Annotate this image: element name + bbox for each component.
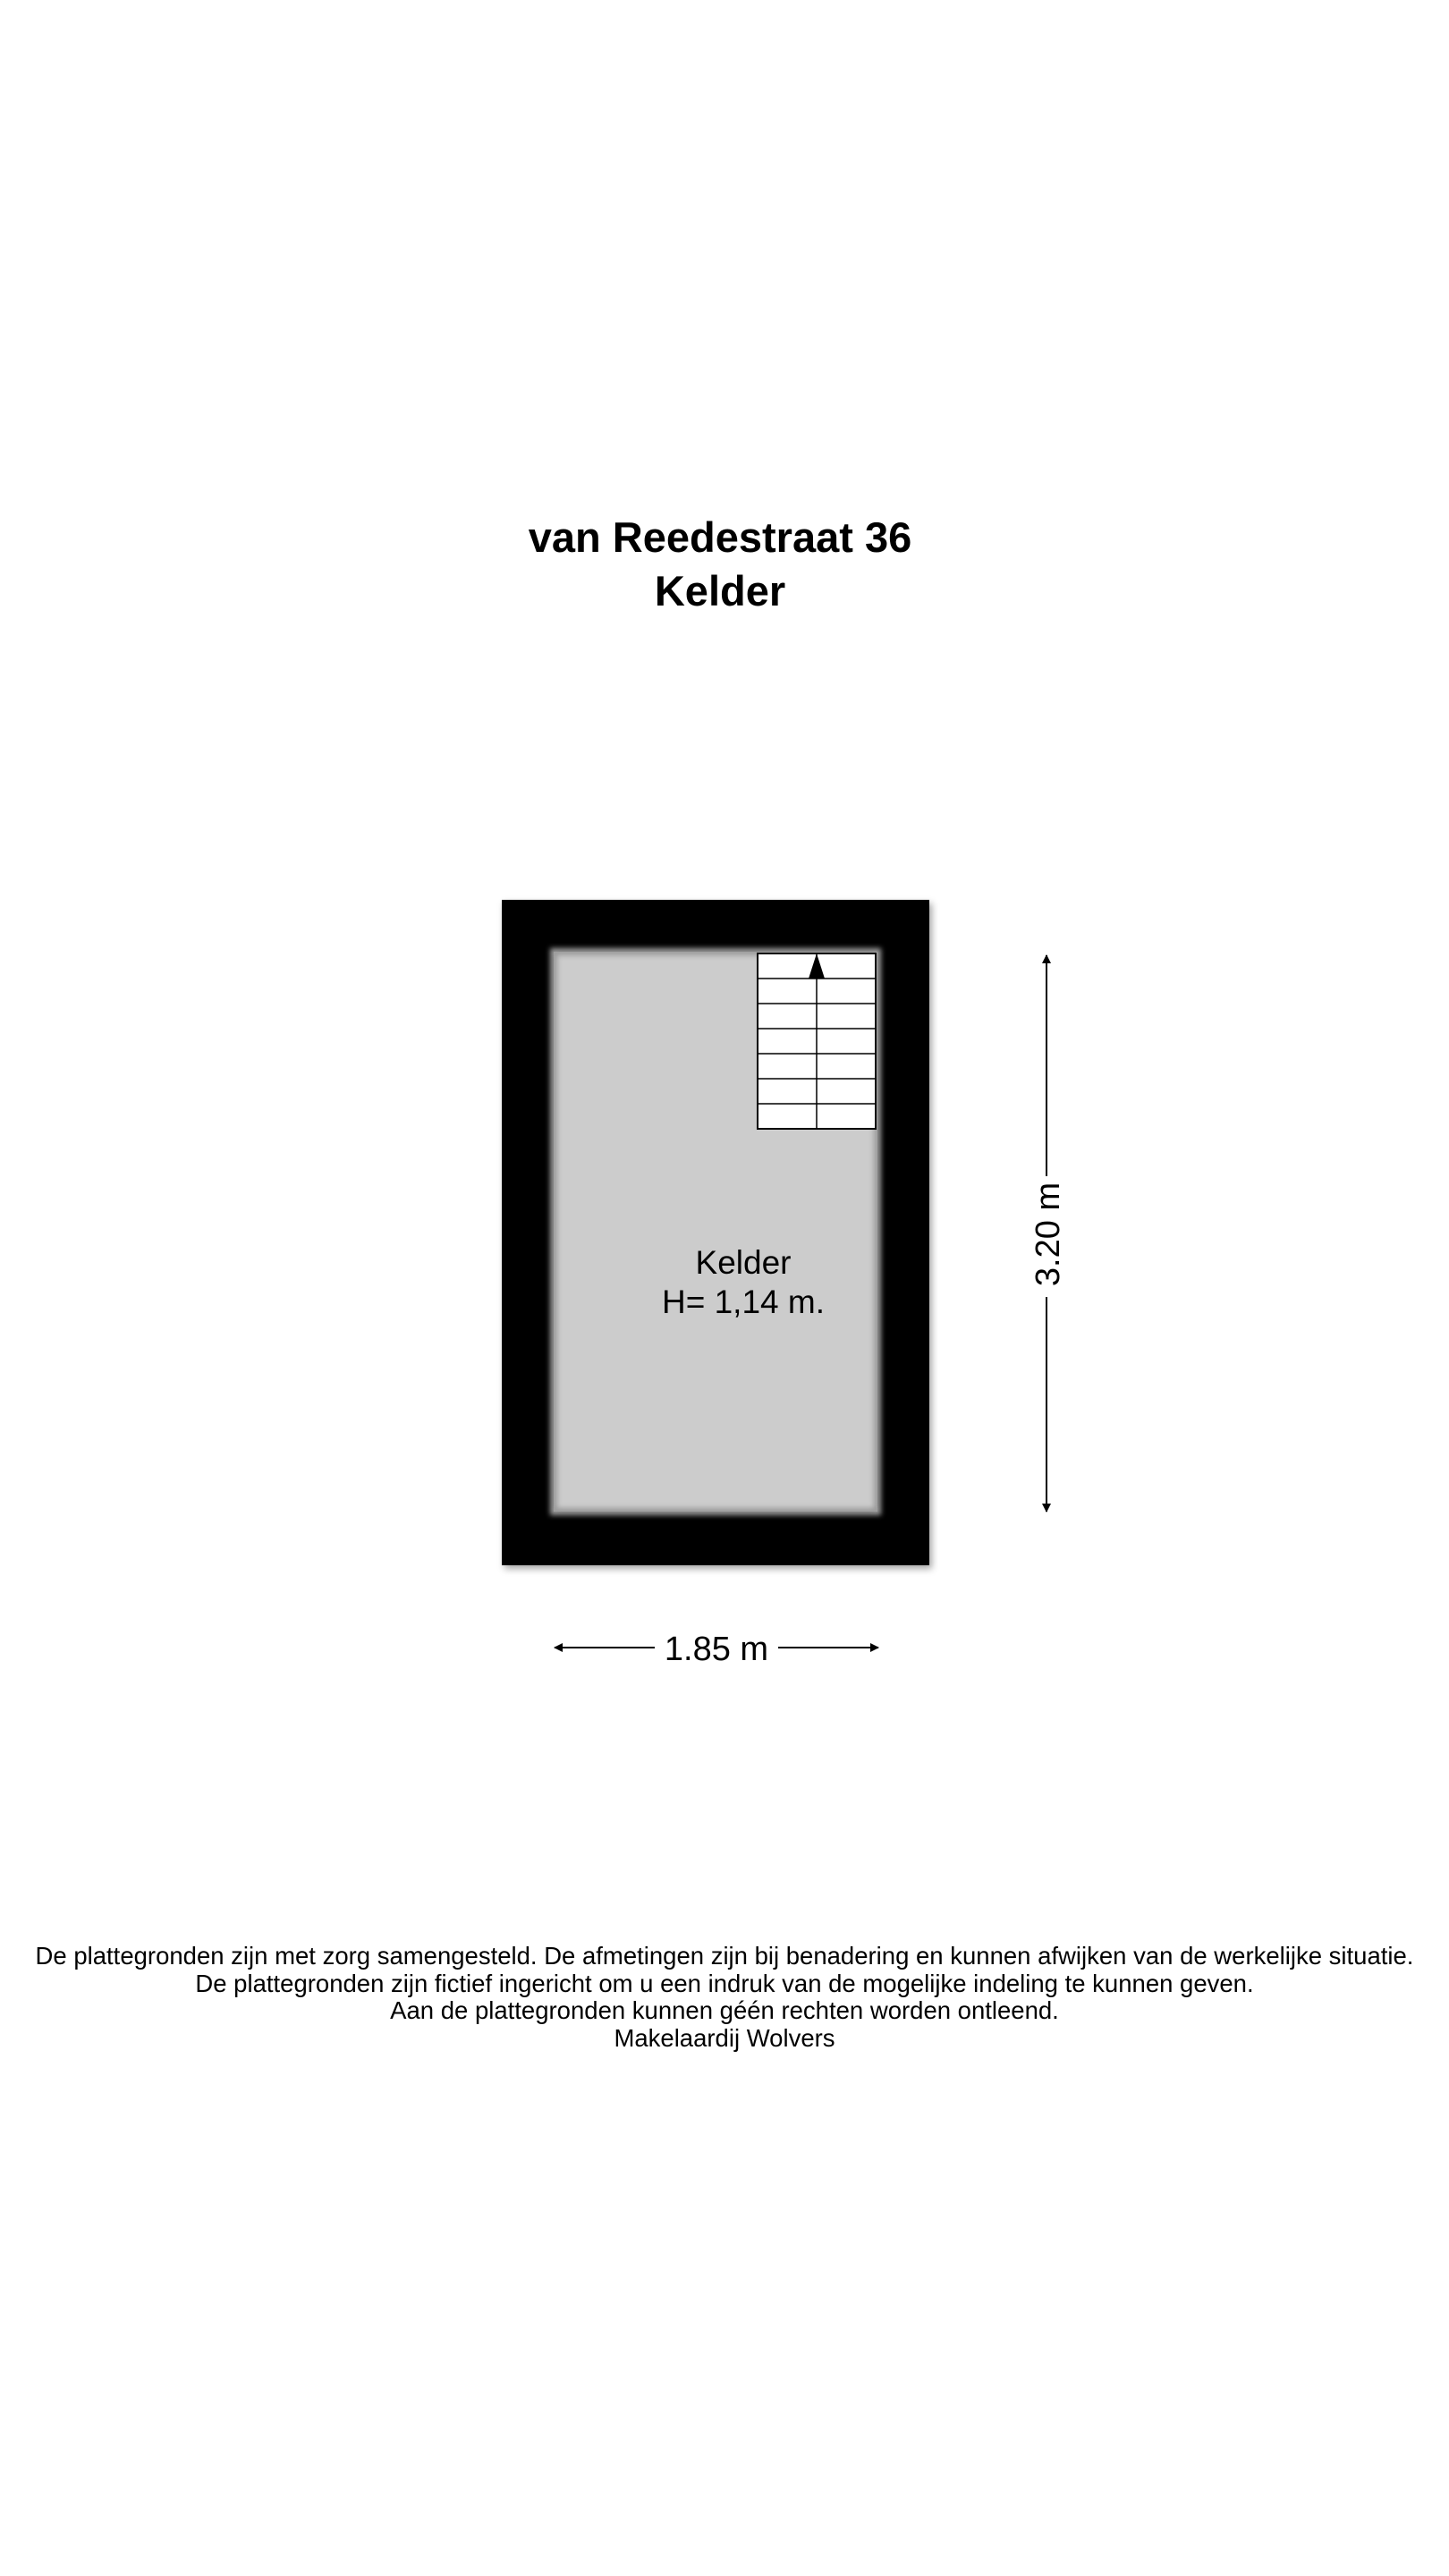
disclaimer-line-2: De plattegronden zijn fictief ingericht om u een indruk van de mogelijke indeling te kunnen geven. — [195, 1970, 1254, 1997]
disclaimer-line-3: Aan de plattegronden kunnen géén rechten worden ontleend. — [390, 1996, 1059, 2024]
agency-name: Makelaardij Wolvers — [614, 2024, 835, 2052]
room-name-label: Kelder — [695, 1244, 792, 1281]
disclaimer-line-1: De plattegronden zijn met zorg samengesteld. De afmetingen zijn bij benadering en kunnen afwijken van de werkelijke situatie. — [35, 1942, 1414, 1970]
width-dimension — [555, 1631, 878, 1668]
plan-address-title: van Reedestraat 36 — [528, 513, 912, 561]
stairs — [758, 953, 876, 1129]
length-dimension-label: 3.20 m — [1030, 1182, 1067, 1287]
width-dimension-label: 1.85 m — [664, 1631, 769, 1668]
room-height-label: H= 1,14 m. — [661, 1284, 826, 1320]
length-dimension — [1030, 955, 1067, 1512]
plan-floor-title: Kelder — [654, 567, 786, 614]
